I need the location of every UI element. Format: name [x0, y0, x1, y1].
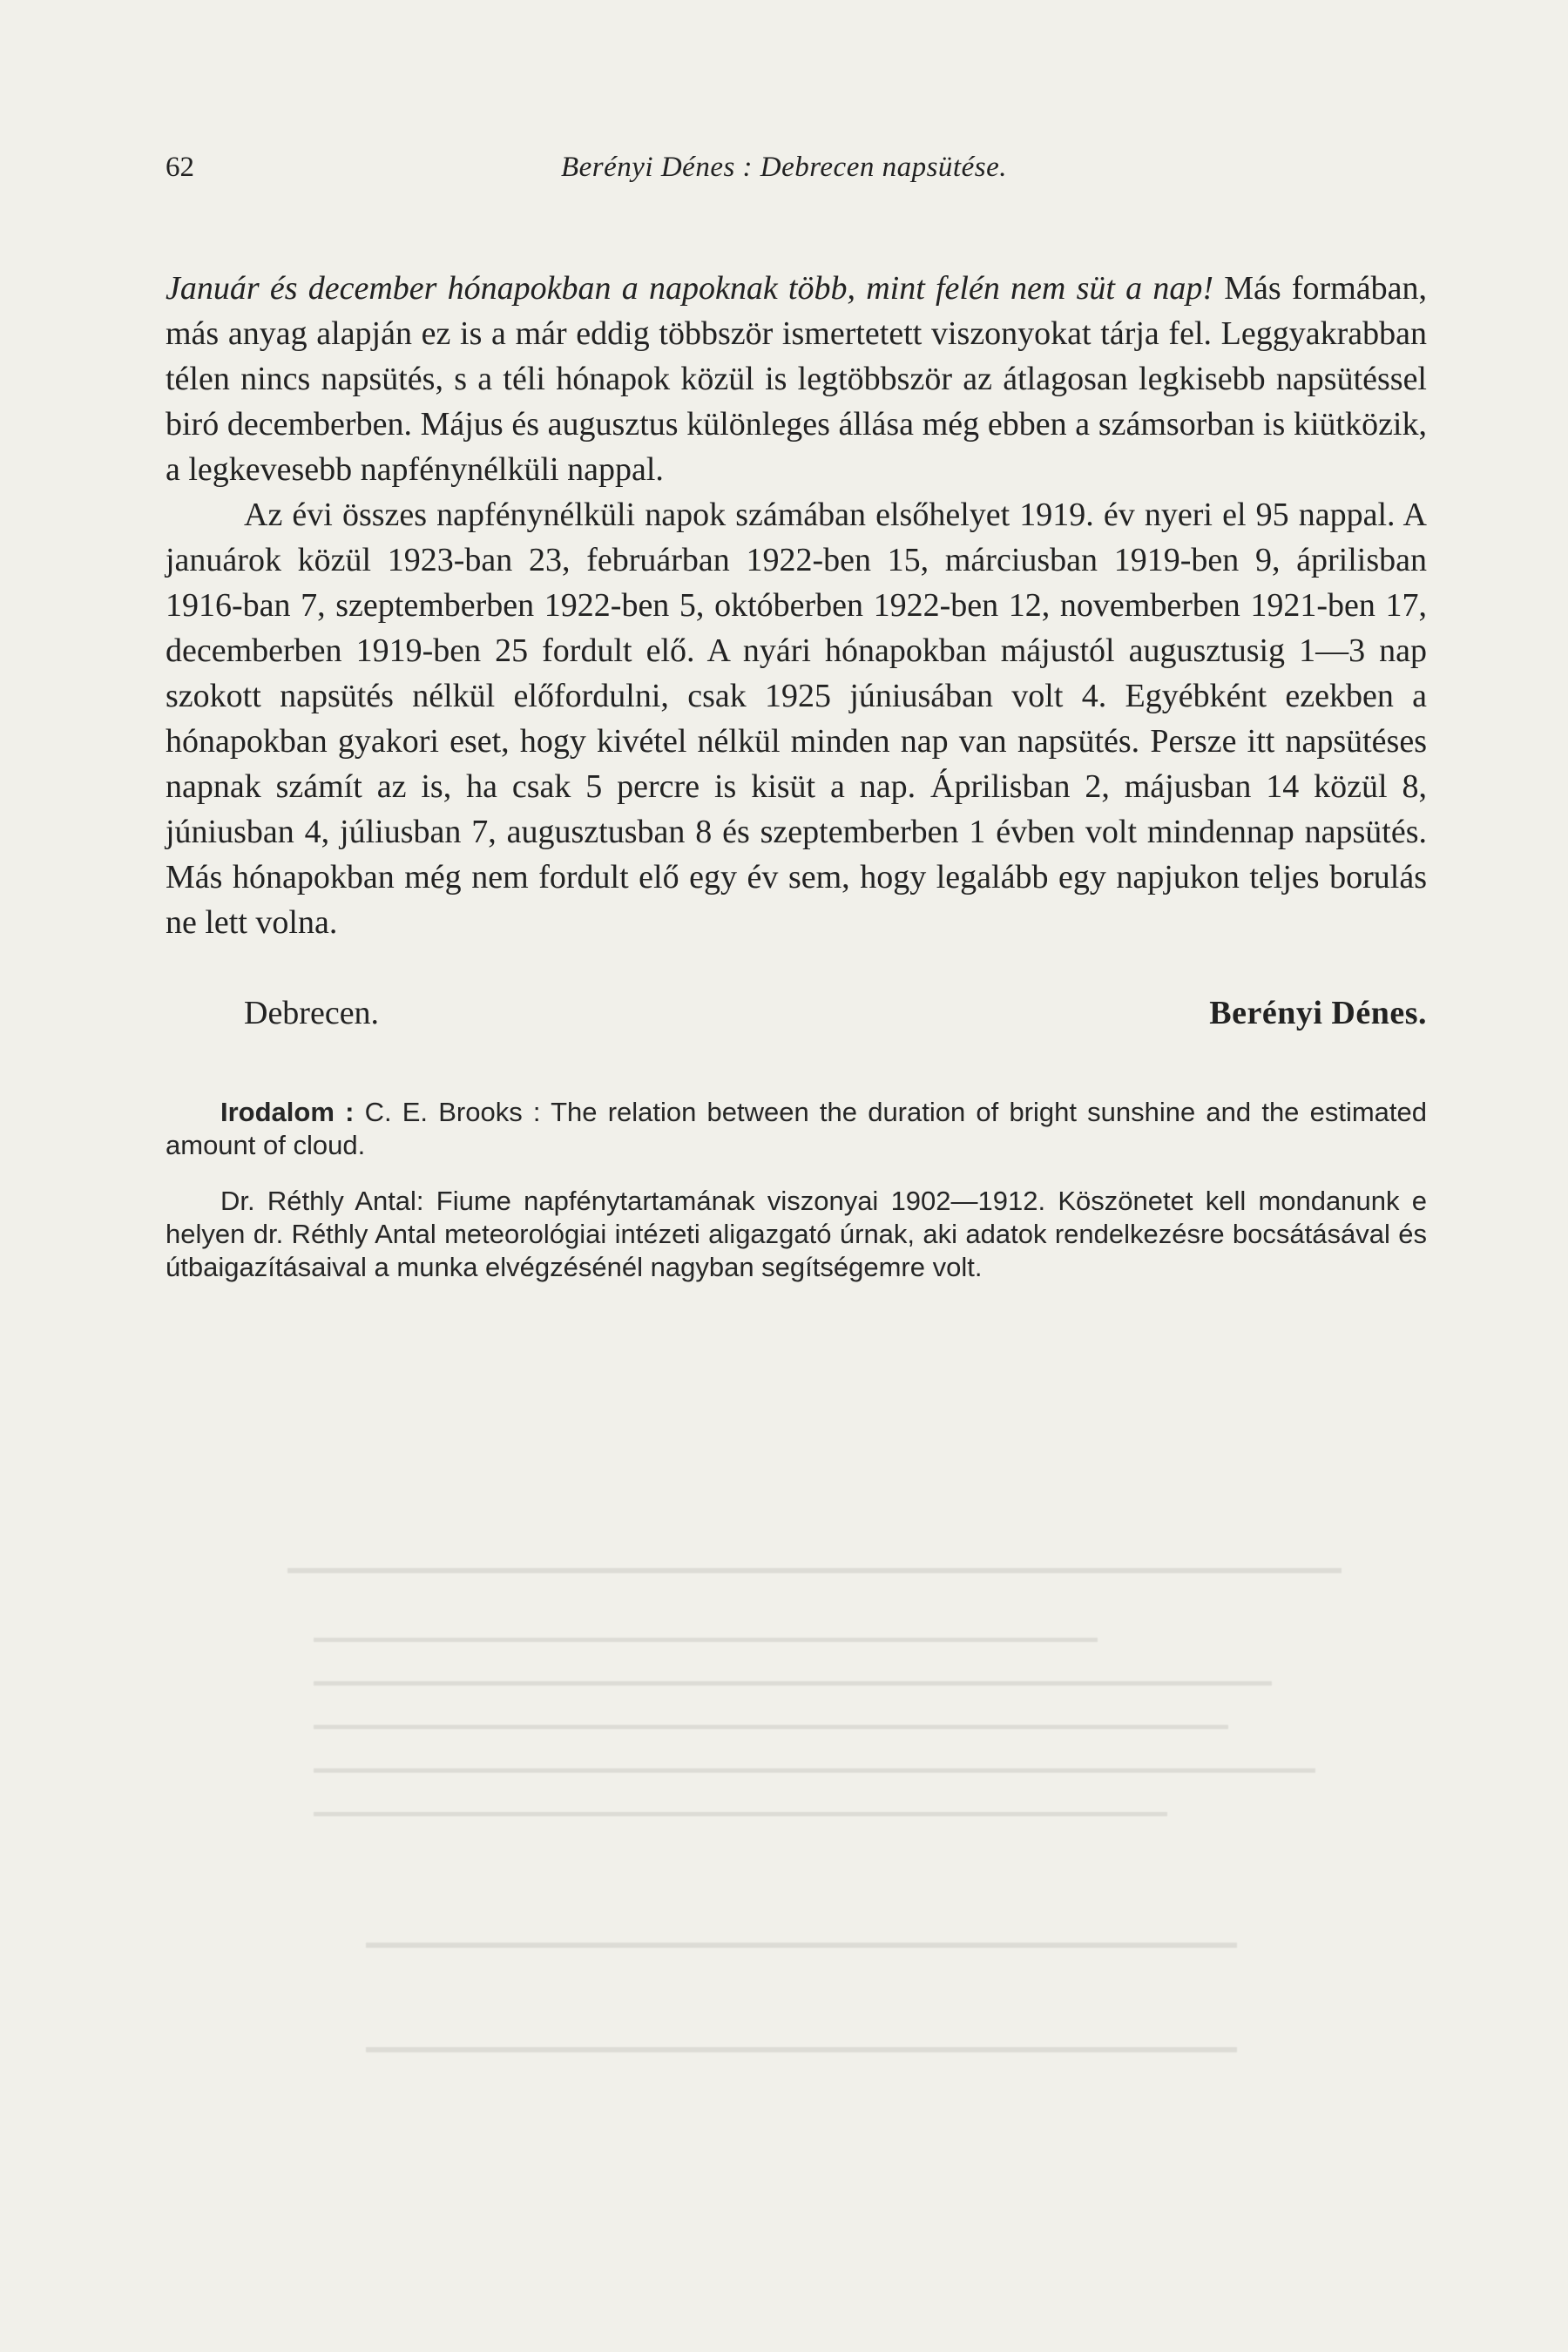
page-header: [166, 148, 1402, 186]
signature-line: [244, 989, 1427, 1037]
paragraph-2: Az évi összes napfénynélküli napok számában elsőhelyet 1919. év nyeri el 95 nappal. A januárok közül 1923-ban 23, februárban 1922-ben 15, márciusban 1919-ben 9, áprilisban 1916-ban 7, szeptemberben 1922-ben 5, októberben 1922-ben 12, novemberben 1921-ben 17, decemberben 1919-ben 25 fordult elő. A nyári hónapokban májustól augusztusig 1—3 nap szokott napsütés nélkül előfordulni, csak 1925 júniusában volt 4. Egyébként ezekben a hónapokban gyakori eset, hogy kivétel nélkül minden nap van napsütés. Persze itt napsütéses napnak számít az is, ha csak 5 percre is kisüt a nap. Áprilisban 2, májusban 14 közül 8, júniusban 4, júliusban 7, augusztusban 8 és szeptemberben 1 évben volt mindennap napsütés. Más hónapokban még nem fordult elő egy év sem, hogy legalább egy napjukon teljes borulás ne lett volna.: [166, 497, 1427, 941]
references-section: [166, 1096, 1427, 1284]
references-heading: Irodalom :: [220, 1097, 355, 1127]
paragraph-1-text: Más formában, más anyag alapján ez is a már eddig többször ismertetett viszonyokat tárja fel. Leggyakrabban télen nincs napsütés, s a téli hónapok közül is legtöbbször az átlagosan legkisebb napsütéssel biró decemberben. Május és augusztus különleges állása még ebben a számsorban is kiütközik, a legkevesebb napfénynélküli nappal.: [166, 270, 1427, 488]
show-through-texture: [287, 1533, 1342, 2126]
paragraph-1: [166, 266, 1427, 492]
signature-place: Debrecen.: [244, 995, 380, 1031]
reference-2: Dr. Réthly Antal: Fiume napfénytartamának viszonyai 1902—1912. Köszönetet kell mondanunk e helyen dr. Réthly Antal meteorológiai intézeti aligazgató úrnak, aki adatok rendelkezésre bocsátásával és útbaigazításaival a munka elvégzésénél nagyban segítségemre volt.: [166, 1186, 1427, 1282]
reference-1: [166, 1096, 1427, 1162]
signature-author: Berényi Dénes.: [1209, 995, 1427, 1031]
running-title: Berényi Dénes : Debrecen napsütése.: [560, 152, 1007, 183]
reference-1-text: C. E. Brooks : The relation between the duration of bright sunshine and the estimated amount of cloud.: [166, 1097, 1427, 1160]
paragraph-1-emphasis: Január és december hónapokban a napoknak több, mint felén nem süt a nap!: [166, 270, 1214, 307]
main-text: [166, 266, 1427, 945]
page-number: 62: [166, 152, 194, 183]
